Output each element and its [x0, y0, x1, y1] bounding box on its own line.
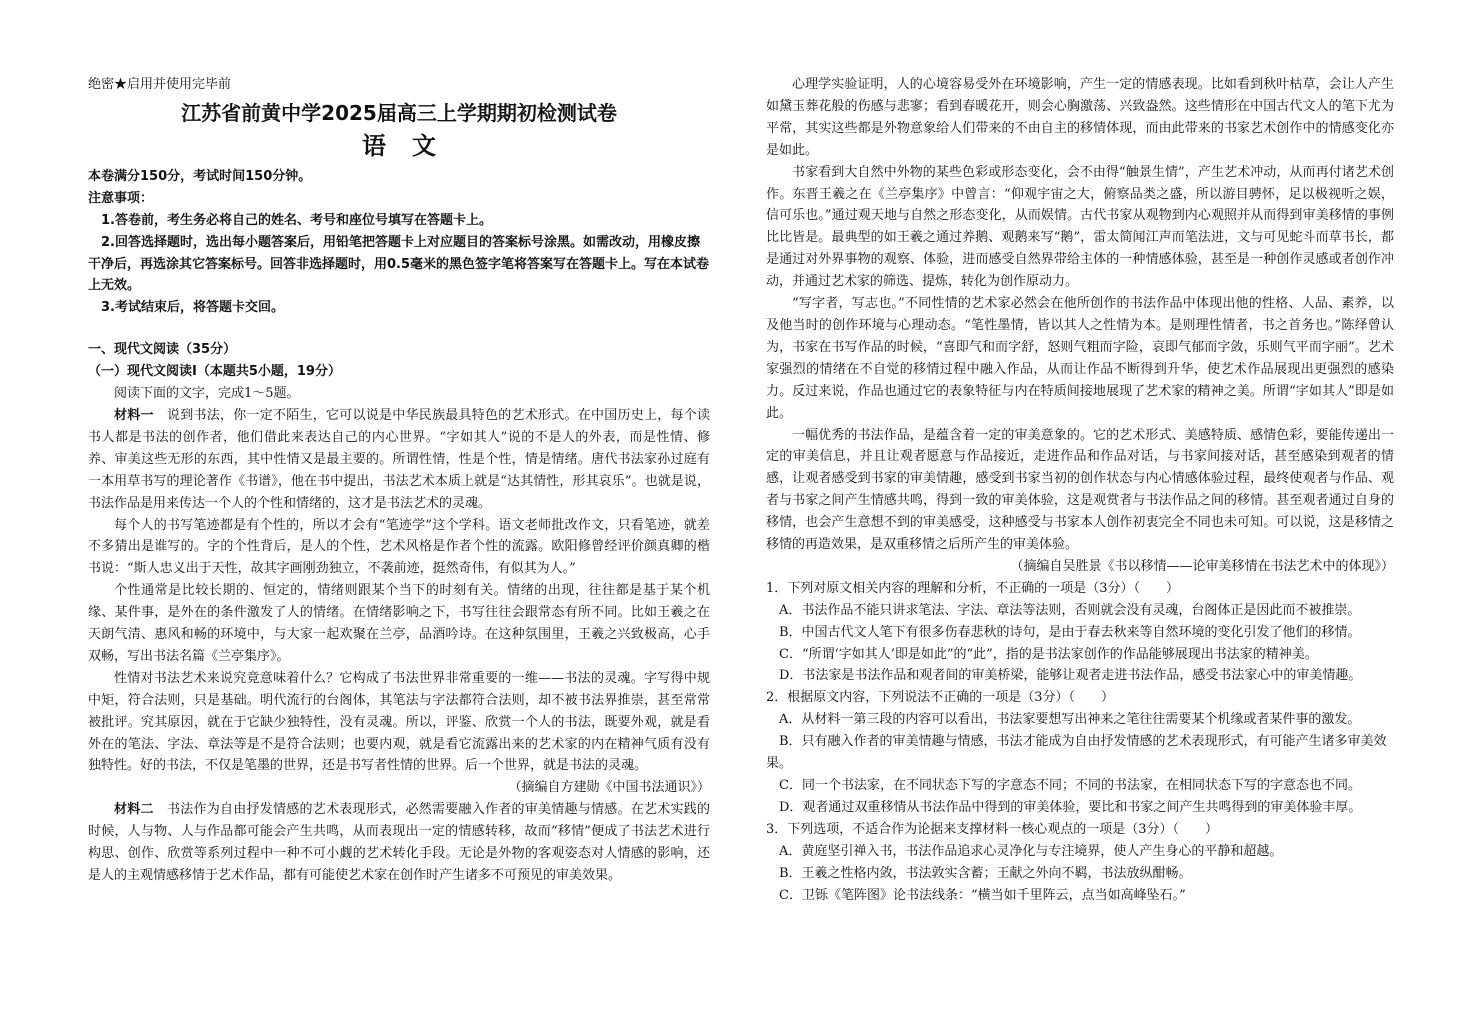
question-2-option-d: D．观者通过双重移情从书法作品中得到的审美体验，要比和书家之间产生共鸣得到的审美体验丰厚。	[779, 799, 1362, 815]
exam-title: 江苏省前黄中学2025届高三上学期期初检测试卷	[181, 100, 617, 125]
question-3-option-a: A．黄庭坚引禅入书，书法作品追求心灵净化与专注境界，使人产生身心的平静和超越。	[779, 843, 1283, 859]
material1-paragraph-2: 每个人的书写笔迹都是有个性的，所以才会有“笔迹学”这个学科。语文老师批改作文，只看笔迹，就差不多猜出是谁写的。字的个性背后，是人的个性，艺术风格是作者个性的流露。欧阳修曾经评价颜真卿的楷书说：“斯人忠义出于天性，故其字画刚劲独立，不袭前迹，挺然奇伟，有似其为人。”	[88, 517, 710, 577]
question-2-option-b: B．只有融入作者的审美情趣与情感，书法才能成为自由抒发情感的艺术表现形式，有可能产生诸多审美效果。	[766, 734, 1387, 772]
material1-paragraph-3: 个性通常是比较长期的、恒定的，情绪则跟某个当下的时刻有关。情绪的出现，往往都是基于某个机缘、某件事，是外在的条件激发了人的情绪。在情绪影响之下，书写往往会跟常态有所不同。比如王羲之在天朗气清、惠风和畅的环境中，与大家一起欢聚在兰亭，品酒吟诗。在这种氛围里，王羲之兴致极高，心手双畅，写出书法名篇《兰亭集序》。	[88, 583, 710, 664]
material1-source: （摘编自方建勋《中国书法通识》）	[508, 780, 710, 796]
subject-title: 语文	[362, 131, 462, 160]
section-title: 一、现代文阅读（35分）	[88, 342, 237, 358]
question-1-option-b: B．中国古代文人笔下有很多伤春悲秋的诗句，是由于春去秋来等自然环境的变化引发了他们的移情。	[779, 624, 1361, 640]
note-item: 3.考试结束后，将答题卡交回。	[101, 300, 284, 316]
material2-source: （摘编自吴胜景《书以移情——论审美移情在书法艺术中的体现》）	[1010, 558, 1394, 574]
confidential-label: 绝密★启用并使用完毕前	[88, 77, 232, 92]
question-3-option-c: C．卫铄《笔阵图》论书法线条：“横当如千里阵云，点当如高峰坠石。”	[779, 887, 1186, 903]
material1-paragraph-1: 材料一 说到书法，你一定不陌生，它可以说是中华民族最具特色的艺术形式。在中国历史上，每个读书人都是书法的创作者，他们借此来表达自己的内心世界。“字如其人”说的不是人的外表，而是性情、修养、审美这些无形的东西，其中性情又是最主要的。所谓性情，性是个性，情是情绪。唐代书法家孙过庭有一本用草书写的理论著作《书谱》，他在书中提出，书法艺术本质上就是“达其情性，形其哀乐”。也就是说，书法作品是用来传达一个人的个性和情绪的，这才是书法艺术的灵魂。	[88, 407, 710, 511]
material1-paragraph-4: 性情对书法艺术来说究竟意味着什么？它构成了书法世界非常重要的一维——书法的灵魂。字写得中规中矩，符合法则，只是基础。明代流行的台阁体，其笔法与字法都符合法则，却不被书法界推崇，甚至常常被批评。究其原因，就在于它缺少独特性，没有灵魂。所以，评鉴、欣赏一个人的书法，既要外观，就是看外在的笔法、字法、章法等是不是符合法则；也要内观，就是看它流露出来的艺术家的内在精神气质有没有独特性。好的书法，不仅是笔墨的世界，还是书写者性情的世界。后一个世界，就是书法的灵魂。	[88, 670, 710, 774]
question-2-option-a: A．从材料一第三段的内容可以看出，书法家要想写出神来之笔往往需要某个机缘或者某件事的激发。	[779, 712, 1361, 728]
question-1-option-a: A．书法作品不能只讲求笔法、字法、章法等法则，否则就会没有灵魂，台阁体正是因此而不被推崇。	[779, 602, 1361, 618]
question-1-option-c: C．“所谓‘字如其人’即是如此”的“此”，指的是书法家创作的作品能够展现出书法家的精神美。	[779, 646, 1318, 662]
question-3-stem: 3．下列选项，不适合作为论据来支撑材料一核心观点的一项是（3分）（ ）	[766, 821, 1219, 837]
material2-paragraph-2: 心理学实验证明，人的心境容易受外在环境影响，产生一定的情感表现。比如看到秋叶枯草，会让人产生如黛玉葬花般的伤感与悲寥；看到春暖花开，则会心胸激荡、兴致盎然。这些情形在中国古代文人的笔下尤为平常，其实这些都是外物意象给人们带来的不由自主的移情体现，而由此带来的书家艺术创作中的情感变化亦是如此。	[766, 77, 1394, 158]
material2-paragraph-5: 一幅优秀的书法作品，是蕴含着一定的审美意象的。它的艺术形式、美感特质、感情色彩，要能传递出一定的审美信息，并且让观者愿意与作品接近，走进作品和作品对话，与书家间接对话，甚至感染到观者的情感，让观者感受到书家的审美情趣，感受到书家当初的创作状态与内心情感体验过程，最终使观者与作品、观者与书家之间产生情感共鸣，得到一致的审美体验，这是观赏者与书法作品之间的移情。甚至观者通过自身的移情，也会产生意想不到的审美感受，这种感受与书家本人创作初衷完全不同也未可知。可以说，这是移情之移情的再造效果，是双重移情之后所产生的审美体验。	[766, 427, 1394, 553]
reading-instruction: 阅读下面的文字，完成1～5题。	[114, 386, 300, 402]
note-item: 1.答卷前，考生务必将自己的姓名、考号和座位号填写在答题卡上。	[101, 212, 492, 228]
right-column	[766, 74, 1394, 906]
subsection-title: （一）现代文阅读Ⅰ（本题共5小题，19分）	[88, 364, 341, 380]
material2-label: 材料二	[114, 802, 154, 818]
notes-title: 注意事项：	[88, 190, 154, 206]
question-3-option-b: B．王羲之性格内敛，书法敦实含蓄；王献之外向不羁，书法放纵酣畅。	[779, 865, 1192, 881]
score-info: 本卷满分150分，考试时间150分钟。	[88, 168, 312, 184]
material2-paragraph-1: 材料二 书法作为自由抒发情感的艺术表现形式，必然需要融入作者的审美情趣与情感。在艺术实践的时候，人与物、人与作品都可能会产生共鸣，从而表现出一定的情感转移，故而“移情”便成了书法艺术进行构思、创作、欣赏等系列过程中一种不可小觑的艺术转化手段。无论是外物的客观姿态对人情感的影响，还是人的主观情感移情于艺术作品，都有可能使艺术家在创作时产生诸多不可预见的审美效果。	[88, 802, 710, 883]
left-column	[88, 74, 710, 887]
material1-label: 材料一	[114, 407, 154, 423]
question-2-stem: 2．根据原文内容，下列说法不正确的一项是（3分）（ ）	[766, 690, 1115, 706]
material2-paragraph-3: 书家看到大自然中外物的某些色彩或形态变化，会不由得“触景生情”，产生艺术冲动，从而再付诸艺术创作。东晋王羲之在《兰亭集序》中曾言：“仰观宇宙之大，俯察品类之盛，所以游目骋怀，足以极视听之娱，信可乐也。”通过观天地与自然之形态变化，从而娱情。古代书家从观物到内心观照并从而得到审美移情的事例比比皆是。最典型的如王羲之通过养鹅、观鹅来写“鹅”，雷太简闻江声而笔法进，文与可见蛇斗而草书长，都是通过对外界事物的观察、体验，进而感受自然界带给主体的一种情感体验，甚至是一种创作灵感或者创作冲动，并通过艺术家的筛选、提炼，转化为创作原动力。	[766, 164, 1394, 290]
question-1-option-d: D．书法家是书法作品和观者间的审美桥梁，能够让观者走进书法作品，感受书法家心中的审美情趣。	[779, 668, 1362, 684]
question-2-option-c: C．同一个书法家，在不同状态下写的字意态不同；不同的书法家，在相同状态下写的字意态也不同。	[779, 778, 1361, 793]
material2-paragraph-4: “写字者，写志也。”不同性情的艺术家必然会在他所创作的书法作品中体现出他的性格、人品、素养，以及他当时的创作环境与心理动态。“笔性墨情，皆以其人之性情为本。是则理性情者，书之首务也。”陈绎曾认为，书家在书写作品的时候，“喜即气和而字舒，怒则气粗而字险，哀即气郁而字敛，乐则气平而字丽”。艺术家强烈的情绪在不自觉的移情过程中融入作品，从而让作品不断得到升华，使艺术作品展现出更强烈的感染力。反过来说，作品也通过它的表象特征与内在特质间接地展现了艺术家的精神之美。所谓“字如其人”即是如此。	[766, 296, 1394, 421]
question-1-stem: 1．下列对原文相关内容的理解和分析，不正确的一项是（3分）（ ）	[766, 580, 1180, 596]
note-item: 2.回答选择题时，选出每小题答案后，用铅笔把答题卡上对应题目的答案标号涂黑。如需改动，用橡皮擦干净后，再选涂其它答案标号。回答非选择题时，用0.5毫米的黑色签字笔将答案写在答题卡上。写在本试卷上无效。	[88, 234, 710, 294]
